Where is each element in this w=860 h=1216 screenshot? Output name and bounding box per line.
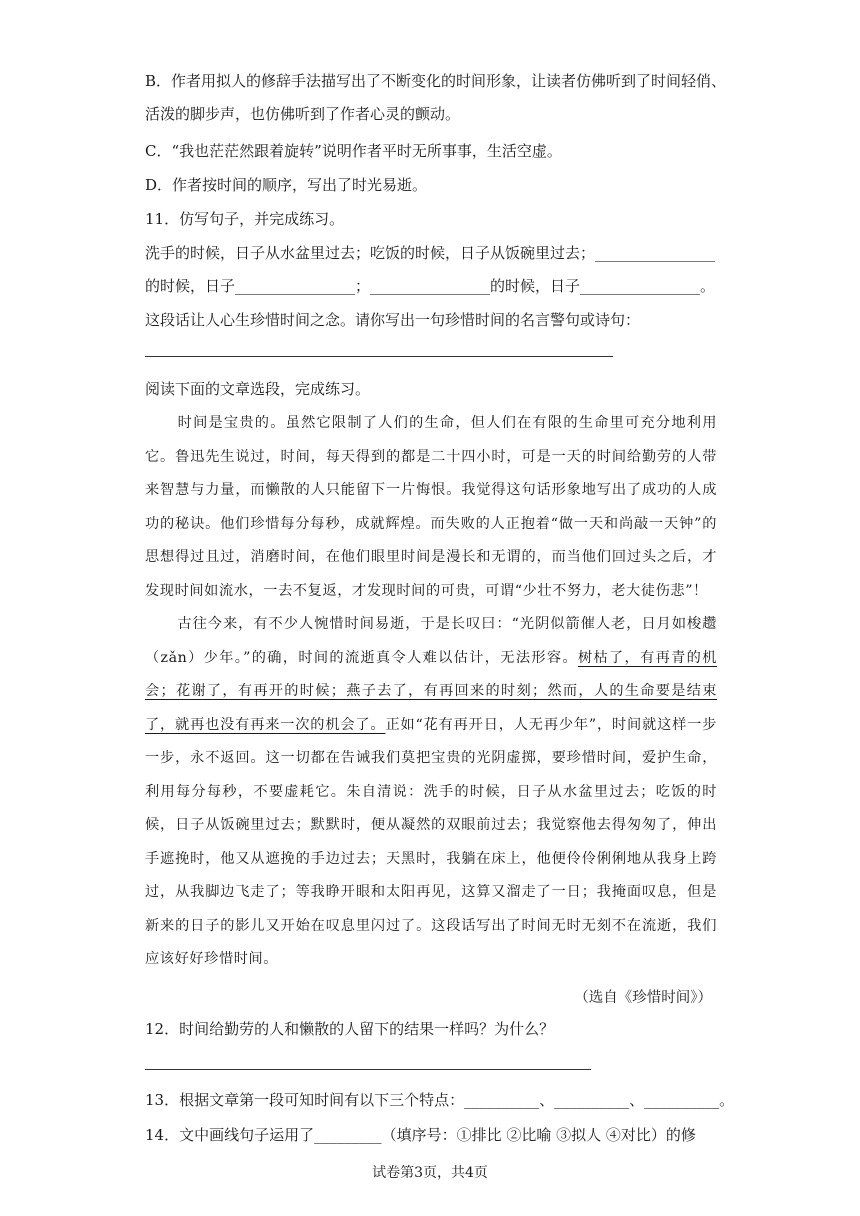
q11-line2: 的时候，日子________________；________________的时候，日子________________。 [145, 277, 716, 295]
passage-source: （选自《珍惜时间》） [574, 990, 712, 1006]
q10-option-d: D．作者按时间的顺序，写出了时光易逝。 [145, 176, 428, 194]
q10-option-b-line1: B．作者用拟人的修辞手法描写出了不断变化的时间形象，让读者仿佛听到了时间轻俏、 [145, 72, 727, 90]
reading-intro: 阅读下面的文章选段，完成练习。 [145, 380, 371, 398]
passage-paragraph-1 [145, 407, 717, 608]
q11-line3: 这段话让人心生珍惜时间之念。请你写出一句珍惜时间的名言警句或诗句： [145, 311, 641, 329]
passage-paragraph-2 [145, 608, 717, 977]
q11-answer-line[interactable] [145, 356, 613, 357]
q11-title: 11．仿写句子，并完成练习。 [145, 210, 345, 228]
paragraph-1-text: 时间是宝贵的。虽然它限制了人们的生命，但人们在有限的生命里可充分地利用它。鲁迅先生说过，时间，每天得到的都是二十四小时，可是一天的时间给勤劳的人带来智慧与力量，而懒散的人只能留下一片悔恨。我觉得这句话形象地写出了成功的人成功的秘诀。他们珍惜每分每秒，成就辉煌。而失败的人正抱着“做一天和尚敲一天钟”的思想得过且过，消磨时间，在他们眼里时间是漫长和无谓的，而当他们回过头之后，才发现时间如流水，一去不复返，才发现时间的可贵，可谓“少壮不努力，老大徒伤悲”！ [145, 415, 717, 599]
q12-answer-line[interactable] [145, 1069, 591, 1070]
q10-option-c: C．“我也茫茫然跟着旋转”说明作者平时无所事事，生活空虚。 [145, 142, 562, 160]
paragraph-2-text-a: 古往今来，有不少人惋惜时间易逝，于是长叹曰：“光阴似箭催人老，日月如梭趱（zǎn）少年。”的确，时间的流逝真令人难以估计，无法形容。 [145, 616, 717, 666]
q12: 12．时间给勤劳的人和懒散的人留下的结果一样吗？为什么？ [145, 1020, 555, 1038]
paragraph-2-text-b: 正如“花有再开日，人无再少年”，时间就这样一步一步，永不返回。这一切都在告诫我们莫把宝贵的光阴虚掷，要珍惜时间，爱护生命，利用每分每秒，不要虚耗它。朱自清说：洗手的时候，日子从水盆里过去；吃饭的时候，日子从饭碗里过去；默默时，便从凝然的双眼前过去；我觉察他去得匆匆了，伸出手遮挽时，他又从遮挽的手边过去；天黑时，我躺在床上，他便伶伶俐俐地从我身上跨过，从我脚边飞走了；等我睁开眼和太阳再见，这算又溜走了一日；我掩面叹息，但是新来的日子的影儿又开始在叹息里闪过了。这段话写出了时间无时无刻不在流逝，我们应该好好珍惜时间。 [145, 716, 717, 967]
page-footer: 试卷第3页，共4页 [372, 1165, 488, 1181]
q14: 14．文中画线句子运用了_________（填序号：①排比 ②比喻 ③拟人 ④对比）的修 [145, 1126, 696, 1144]
q13: 13．根据文章第一段可知时间有以下三个特点：__________、__________、__________。 [145, 1091, 735, 1109]
underlined-sentence: 树枯了，有再青的机会；花谢了，有再开的时候；燕子去了，有再回来的时刻；然而，人的生命要是结束了，就再也没有再来一次的机会了。 [145, 649, 717, 733]
q11-line1: 洗手的时候，日子从水盆里过去；吃饭的时候，日子从饭碗里过去；________________ [145, 244, 716, 262]
q10-option-b-line2: 活泼的脚步声，也仿佛听到了作者心灵的颤动。 [145, 105, 461, 123]
